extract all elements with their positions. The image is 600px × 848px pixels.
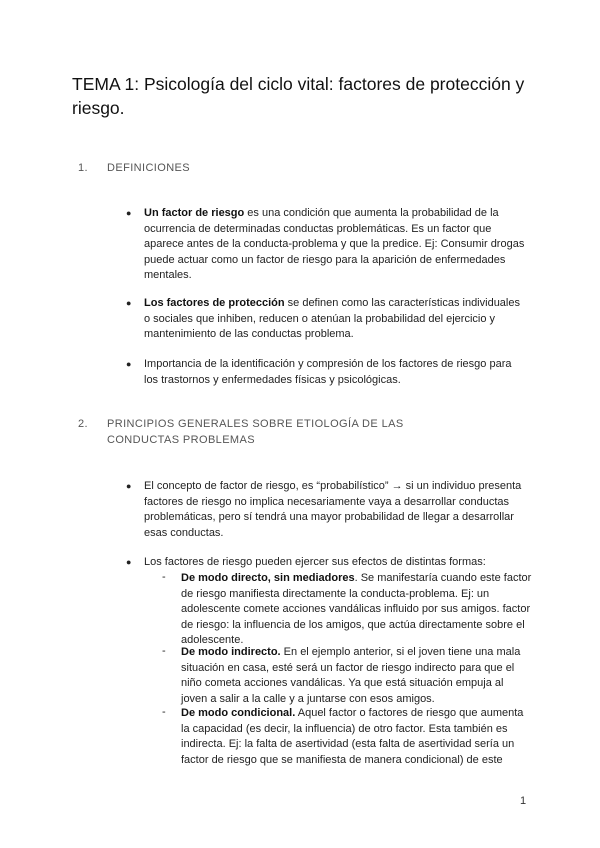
term: Los factores de protección bbox=[144, 297, 285, 309]
section-title: PRINCIPIOS GENERALES SOBRE ETIOLOGÍA DE LAS CONDUCTAS PROBLEMAS bbox=[107, 418, 404, 446]
section-heading-definiciones bbox=[78, 160, 477, 176]
term: Un factor de riesgo bbox=[144, 207, 245, 219]
term: De modo directo, sin mediadores bbox=[181, 572, 355, 584]
sub-list-item bbox=[162, 645, 532, 707]
section-number: 1. bbox=[78, 162, 88, 174]
list-item bbox=[126, 296, 526, 343]
page-number: 1 bbox=[520, 795, 527, 807]
section-number: 2. bbox=[78, 418, 88, 430]
section-title: DEFINICIONES bbox=[107, 162, 191, 174]
bullet-icon: ● bbox=[126, 359, 132, 369]
bullet-icon: ● bbox=[126, 208, 132, 218]
page-title: TEMA 1: Psicología del ciclo vital: factores de protección y riesgo. bbox=[72, 74, 525, 118]
list-item bbox=[126, 357, 526, 388]
section-heading-principios bbox=[78, 416, 477, 448]
definition-text: se definen como las características individuales o sociales que inhiben, reducen o atenúan la probabilidad del ejercicio y mantenimiento de las conductas problema. bbox=[144, 297, 520, 340]
list-item bbox=[126, 555, 526, 571]
list-item bbox=[126, 206, 526, 284]
bullet-icon: ● bbox=[126, 298, 132, 308]
term: De modo condicional. bbox=[181, 707, 296, 719]
definition-text: es una condición que aumenta la probabilidad de la ocurrencia de determinadas conductas problemáticas. Es un factor que aparece antes de la conducta-problema y que la predice. Ej: Consumir drogas puede actuar como un factor de riesgo para la aparición de enfermedades mentales. bbox=[144, 207, 525, 281]
sub-list-item bbox=[162, 706, 532, 768]
mode-text: En el ejemplo anterior, si el joven tiene una mala situación en casa, esté será un factor de riesgo indirecto para que el niño cometa acciones vandálicas. Ya que está situación empuja al joven a salir a la calle y a juntarse con esos amigos. bbox=[181, 646, 521, 705]
bullet-icon: ● bbox=[126, 557, 132, 567]
mode-text: Aquel factor o factores de riesgo que aumenta la capacidad (es decir, la influencia) de otro factor. Esta también es indirecta. Ej: la falta de asertividad (esta falta de asertividad sería un factor de riesgo que se manifiesta de manera condicional) de este bbox=[181, 707, 524, 766]
sub-list-item bbox=[162, 571, 532, 649]
bullet-icon: ● bbox=[126, 481, 132, 491]
principle-text: El concepto de factor de riesgo, es “probabilístico” → si un individuo presenta factores de riesgo no implica necesariamente vaya a desarrollar conductas problemáticas, pero sí tendrá una mayor probabilidad de llegar a desarrollar esas conductas. bbox=[144, 480, 522, 539]
mode-text: . Se manifestaría cuando este factor de riesgo manifiesta directamente la conducta-problema. Ej: un adolescente comete acciones vandálicas influido por sus amigos. factor de riesgo: la influencia de los amigos, que actúa directamente sobre el adolescente. bbox=[181, 572, 532, 646]
principle-text: Los factores de riesgo pueden ejercer sus efectos de distintas formas: bbox=[144, 556, 486, 568]
dash-icon: - bbox=[162, 571, 166, 583]
dash-icon: - bbox=[162, 706, 166, 718]
dash-icon: - bbox=[162, 645, 166, 657]
definition-text: Importancia de la identificación y compresión de los factores de riesgo para los trastornos y enfermedades físicas y psicológicas. bbox=[144, 358, 512, 386]
list-item bbox=[126, 479, 526, 541]
term: De modo indirecto. bbox=[181, 646, 281, 658]
